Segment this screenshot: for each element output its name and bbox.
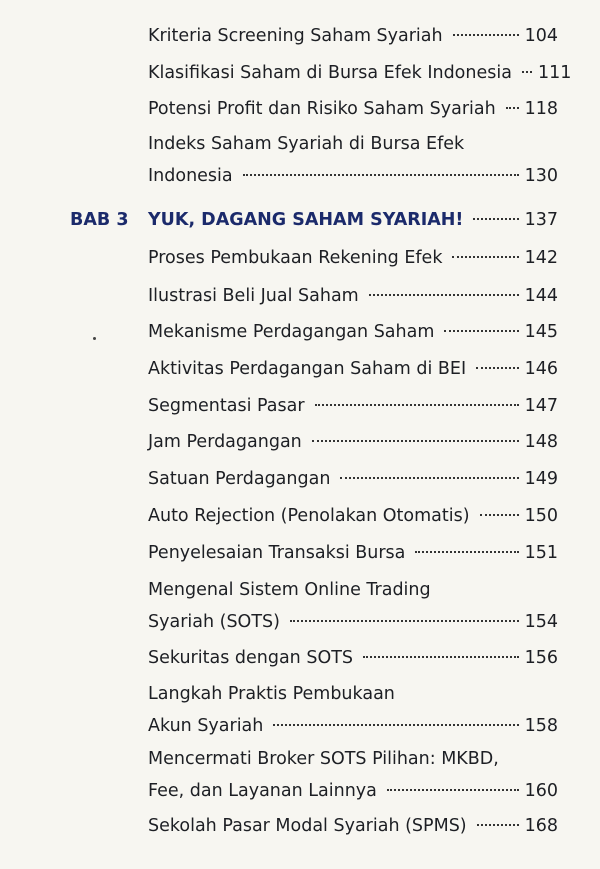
toc-entry-title: Satuan Perdagangan: [148, 469, 331, 489]
leader-dots: [312, 440, 519, 442]
toc-entry-title: Ilustrasi Beli Jual Saham: [148, 286, 359, 306]
toc-entry-page: 146: [524, 359, 558, 379]
toc-entry: [148, 22, 558, 50]
toc-entry-title: Aktivitas Perdagangan Saham di BEI: [148, 359, 467, 379]
leader-dots: [476, 367, 518, 369]
chapter-title: YUK, DAGANG SAHAM SYARIAH!: [148, 210, 464, 230]
toc-entry-page: 130: [524, 166, 558, 186]
toc-entry: [148, 745, 558, 805]
toc-entry-page: 149: [524, 469, 558, 489]
toc-entry: [148, 59, 572, 87]
toc-entry-title: Auto Rejection (Penolakan Otomatis): [148, 506, 470, 526]
toc-entry-title: Penyelesaian Transaksi Bursa: [148, 543, 406, 563]
chapter-heading: [148, 206, 558, 234]
leader-dots: [387, 789, 519, 791]
toc-entry: [148, 502, 558, 530]
chapter-number: BAB 3: [70, 210, 129, 230]
leader-dots: [477, 824, 519, 826]
toc-entry-page: 168: [524, 816, 558, 836]
toc-entry-title: Potensi Profit dan Risiko Saham Syariah: [148, 99, 496, 119]
leader-dots: [363, 656, 519, 658]
chapter-page: 137: [524, 210, 558, 230]
leader-dots: [453, 34, 519, 36]
toc-entry-page: 104: [524, 26, 558, 46]
toc-entry-title: Segmentasi Pasar: [148, 396, 305, 416]
leader-dots: [315, 404, 519, 406]
toc-entry-title-line: Langkah Praktis Pembukaan: [148, 684, 395, 704]
toc-entry: [148, 318, 558, 346]
toc-entry: [148, 392, 558, 420]
toc-entry: [148, 95, 558, 123]
toc-entry: [148, 576, 558, 636]
print-speck: [93, 337, 96, 340]
toc-entry-title-line: Akun Syariah: [148, 716, 264, 736]
toc-entry-page: 144: [524, 286, 558, 306]
toc-entry-page: 118: [524, 99, 558, 119]
toc-entry-page: 148: [524, 432, 558, 452]
toc-entry-page: 150: [524, 506, 558, 526]
toc-entry-page: 151: [524, 543, 558, 563]
leader-dots: [480, 514, 519, 516]
toc-entry-page: 142: [524, 248, 558, 268]
leader-dots: [452, 256, 518, 258]
toc-entry: [148, 680, 558, 740]
toc-entry: [148, 428, 558, 456]
toc-entry-page: 156: [524, 648, 558, 668]
toc-entry-page: 111: [537, 63, 572, 83]
toc-entry-page: 154: [524, 612, 558, 632]
toc-entry-title-line: Indonesia: [148, 166, 233, 186]
toc-entry-title: Mekanisme Perdagangan Saham: [148, 322, 435, 342]
toc-entry-title-line: Mencermati Broker SOTS Pilihan: MKBD,: [148, 749, 499, 769]
toc-entry-title: Sekuritas dengan SOTS: [148, 648, 354, 668]
leader-dots: [415, 551, 518, 553]
toc-entry: [148, 355, 558, 383]
leader-dots: [290, 620, 519, 622]
toc-entry: [148, 812, 558, 840]
leader-dots: [369, 294, 519, 296]
toc-entry-title: Kriteria Screening Saham Syariah: [148, 26, 443, 46]
leader-dots: [340, 477, 518, 479]
toc-entry-page: 158: [524, 716, 558, 736]
toc-entry: [148, 539, 558, 567]
toc-entry-title: Jam Perdagangan: [148, 432, 302, 452]
toc-entry-title-line: Fee, dan Layanan Lainnya: [148, 781, 377, 801]
toc-entry-title-line: Mengenal Sistem Online Trading: [148, 580, 431, 600]
toc-entry-page: 145: [524, 322, 558, 342]
leader-dots: [243, 174, 519, 176]
toc-entry: [148, 465, 558, 493]
toc-entry-title-line: Syariah (SOTS): [148, 612, 280, 632]
leader-dots: [444, 330, 518, 332]
toc-entry-title: Sekolah Pasar Modal Syariah (SPMS): [148, 816, 467, 836]
toc-entry-page: 160: [524, 781, 558, 801]
toc-entry-title-line: Indeks Saham Syariah di Bursa Efek: [148, 134, 465, 154]
toc-entry-page: 147: [524, 396, 558, 416]
leader-dots: [522, 71, 532, 73]
toc-entry-title: Klasifikasi Saham di Bursa Efek Indonesia: [148, 63, 512, 83]
toc-entry-title: Proses Pembukaan Rekening Efek: [148, 248, 443, 268]
toc-entry: [148, 282, 558, 310]
leader-dots: [273, 724, 518, 726]
leader-dots: [506, 107, 519, 109]
leader-dots: [473, 218, 518, 220]
toc-entry: [148, 244, 558, 272]
toc-entry: [148, 644, 558, 672]
toc-entry: [148, 130, 558, 190]
